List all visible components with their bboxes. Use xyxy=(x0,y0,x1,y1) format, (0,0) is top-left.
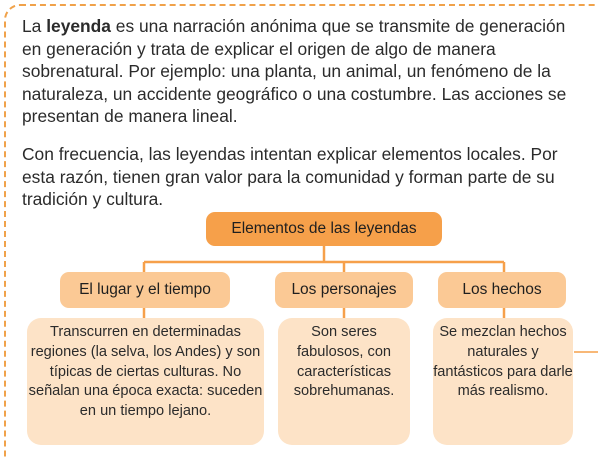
diagram-title: Elementos de las leyendas xyxy=(206,212,442,246)
intro-paragraph-2: Con frecuencia, las leyendas intentan explicar elementos locales. Por esta razón, tienen gran valor para la comunidad y forman parte de su tradición y cultura. xyxy=(22,144,558,209)
description-personajes: Son seres fabulosos, con características sobrehumanas. xyxy=(278,318,410,445)
intro-keyword-leyenda: leyenda xyxy=(46,16,111,36)
description-hechos: Se mezclan hechos naturales y fantásticos para darle más realismo. xyxy=(433,318,573,445)
intro-p1-after: es una narración anónima que se transmite de generación en generación y trata de explicar el origen de algo de manera sobrenatural. Por ejemplo: una planta, un animal, un fenómeno de la naturaleza, un accidente geográfico o una costumbre. Las acciones se presentan de manera lineal. xyxy=(22,16,567,126)
description-lugar-tiempo: Transcurren en determinadas regiones (la selva, los Andes) y son típicas de ciertas culturas. No señalan una época exacta: suceden en un tiempo lejano. xyxy=(27,318,264,445)
category-hechos: Los hechos xyxy=(438,272,566,308)
category-lugar-tiempo: El lugar y el tiempo xyxy=(60,272,230,308)
category-personajes: Los personajes xyxy=(275,272,413,308)
intro-p1-before: La xyxy=(22,16,47,36)
